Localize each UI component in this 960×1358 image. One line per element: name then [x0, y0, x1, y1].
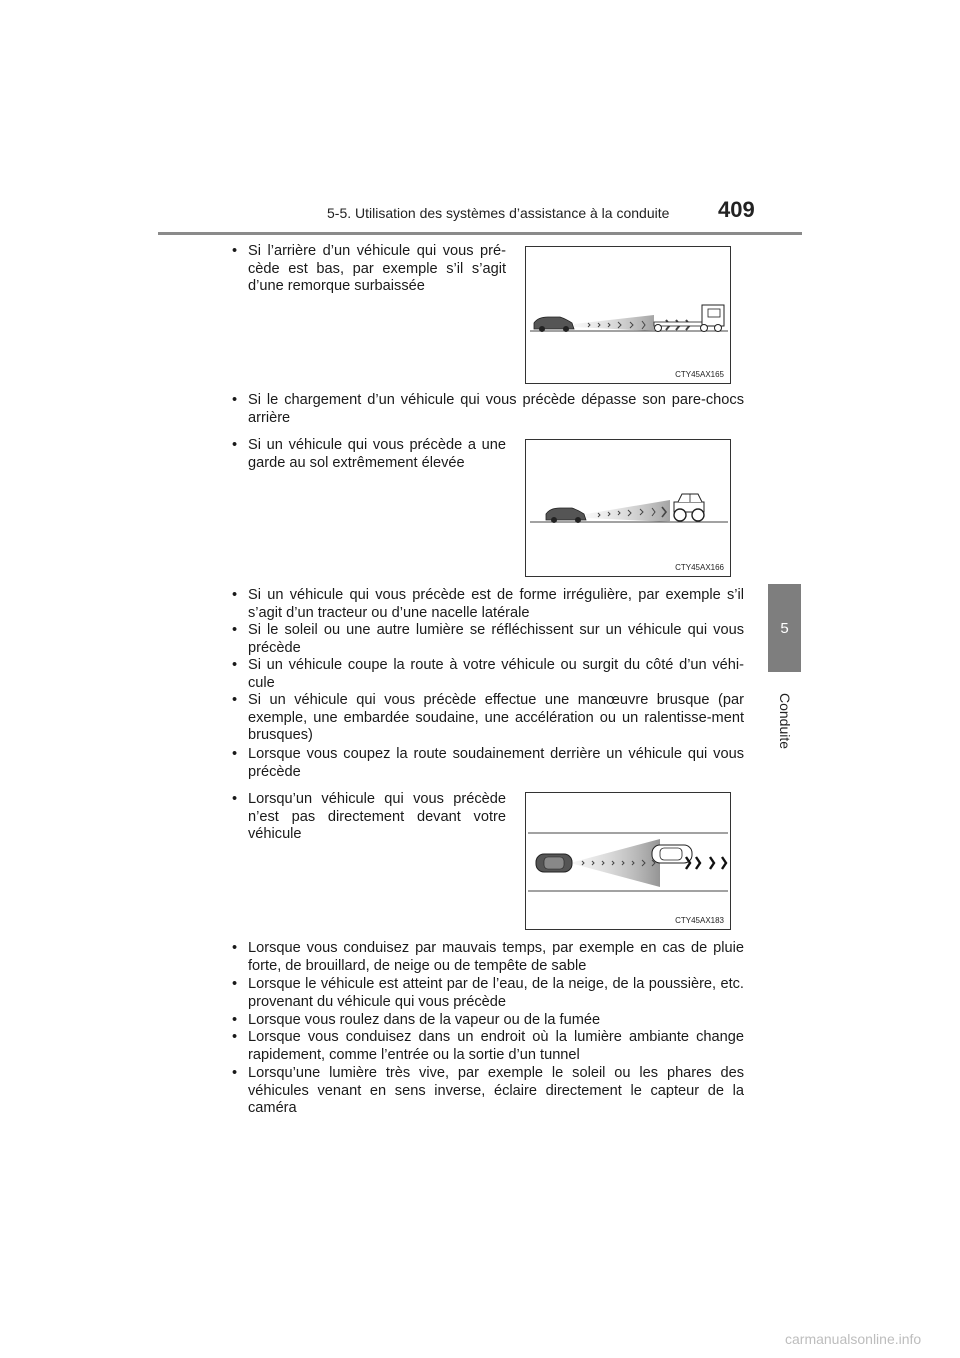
bullet-marker: • [232, 692, 238, 708]
list-item-text: Lorsque vous roulez dans de la vapeur ou de la fumée [248, 1012, 601, 1028]
bullet-marker: • [232, 587, 238, 603]
list-item-text: Si l’arrière d’un véhicule qui vous pré-cède est bas, par exemple s’il s’agit d’une remorque surbaissée [248, 243, 506, 294]
list-item-text: Si un véhicule qui vous précède effectue une manœuvre brusque (par exemple, une embardée soudaine, une accélération ou un ralentisse-ment brusques) [248, 692, 744, 743]
list-item [232, 976, 744, 1011]
chapter-label-text: Conduite [777, 692, 794, 750]
list-item [232, 657, 744, 692]
list-item [232, 243, 506, 296]
list-item [232, 692, 744, 745]
list-item-text: Lorsque vous coupez la route soudainement derrière un véhicule qui vous précède [248, 746, 744, 780]
list-item [232, 1012, 744, 1030]
list-item [232, 437, 506, 472]
bullet-marker: • [232, 1029, 238, 1045]
list-item-text: Lorsqu’une lumière très vive, par exemple le soleil ou les phares des véhicules venant en sens inverse, éclaire directement le capteur de la caméra [248, 1065, 744, 1116]
chapter-tab [768, 584, 801, 672]
chapter-number: 5 [780, 619, 789, 637]
figure-low-trailer [525, 246, 731, 384]
figure-high-clearance [525, 439, 731, 577]
figure-code: CTY45AX183 [675, 916, 724, 925]
list-item [232, 392, 744, 427]
watermark: carmanualsonline.info [785, 1331, 922, 1347]
high-clearance-illustration [526, 440, 730, 576]
list-item [232, 1029, 744, 1064]
bullet-marker: • [232, 1012, 238, 1028]
list-item-text: Si le soleil ou une autre lumière se réfléchissent sur un véhicule qui vous précède [248, 622, 744, 656]
list-item [232, 1065, 744, 1118]
list-item [232, 791, 506, 844]
low-trailer-illustration [526, 247, 730, 383]
list-item [232, 940, 744, 975]
list-item-text: Si un véhicule qui vous précède a une garde au sol extrêmement élevée [248, 437, 506, 471]
list-item-text: Lorsque vous conduisez par mauvais temps, par exemple en cas de pluie forte, de brouillard, de neige ou de tempête de sable [248, 940, 744, 974]
figure-offset-vehicle [525, 792, 731, 930]
list-item [232, 587, 744, 622]
list-item-text: Lorsqu’un véhicule qui vous précède n’est pas directement devant votre véhicule [248, 791, 506, 842]
list-item [232, 746, 744, 781]
bullet-marker: • [232, 791, 238, 807]
bullet-marker: • [232, 392, 238, 408]
bullet-marker: • [232, 657, 238, 673]
list-item-text: Lorsque vous conduisez dans un endroit où la lumière ambiante change rapidement, comme l’entrée ou la sortie d’un tunnel [248, 1029, 744, 1063]
bullet-marker: • [232, 437, 238, 453]
figure-code: CTY45AX166 [675, 563, 724, 572]
list-item-text: Si un véhicule qui vous précède est de forme irrégulière, par exemple s’il s’agit d’un tracteur ou d’une nacelle latérale [248, 587, 744, 621]
section-title: 5-5. Utilisation des systèmes d’assistance à la conduite [327, 205, 670, 221]
bullet-marker: • [232, 746, 238, 762]
offset-vehicle-illustration [526, 793, 730, 929]
list-item [232, 622, 744, 657]
header-divider [158, 232, 802, 235]
bullet-marker: • [232, 1065, 238, 1081]
bullet-marker: • [232, 940, 238, 956]
page-number: 409 [718, 197, 755, 222]
figure-code: CTY45AX165 [675, 370, 724, 379]
bullet-marker: • [232, 976, 238, 992]
list-item-text: Si un véhicule coupe la route à votre véhicule ou surgit du côté d’un véhi-cule [248, 657, 744, 691]
chapter-label [773, 676, 797, 766]
list-item-text: Si le chargement d’un véhicule qui vous précède dépasse son pare-chocs arrière [248, 392, 744, 426]
list-item-text: Lorsque le véhicule est atteint par de l’eau, de la neige, de la poussière, etc. provenant du véhicule qui vous précède [248, 976, 744, 1010]
bullet-marker: • [232, 243, 238, 259]
bullet-marker: • [232, 622, 238, 638]
